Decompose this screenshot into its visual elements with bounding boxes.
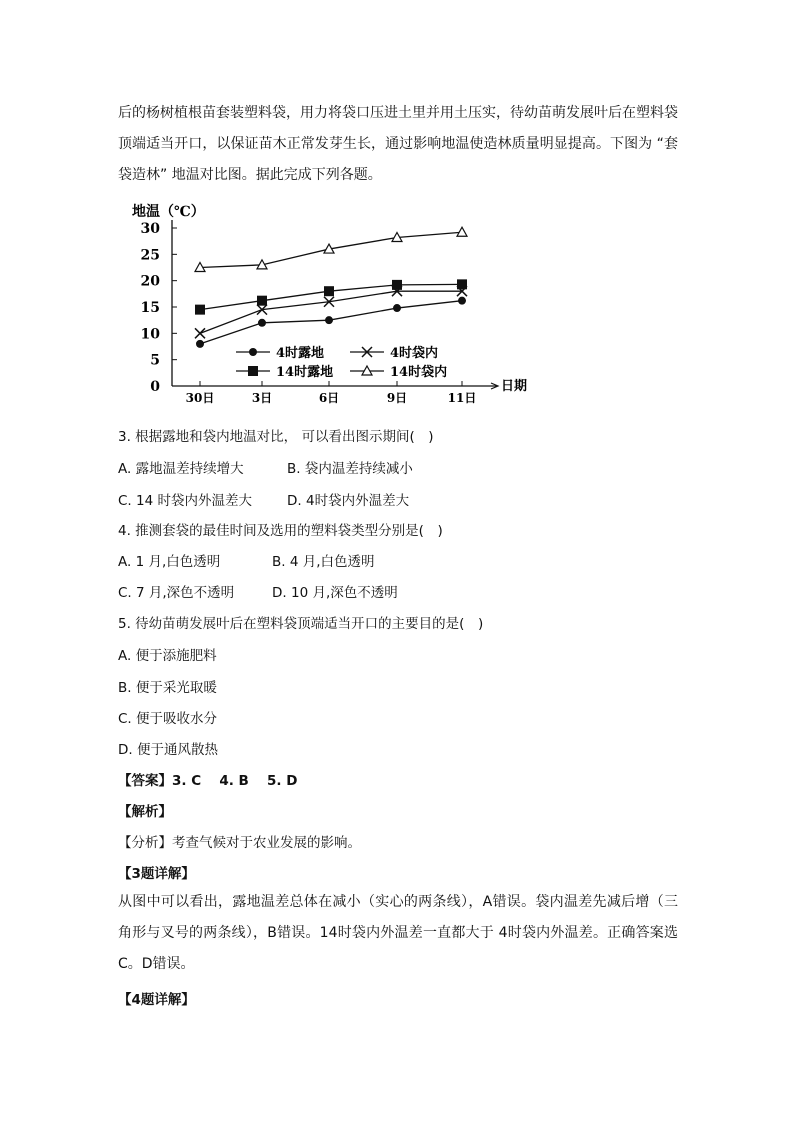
q3-detail-header: 【3题详解】 bbox=[118, 866, 195, 882]
y-tick-label: 5 bbox=[150, 352, 160, 369]
analysis-intro: 【分析】考查气候对于农业发展的影响。 bbox=[118, 835, 361, 851]
ground-temperature-chart bbox=[122, 196, 542, 408]
y-tick-label: 20 bbox=[140, 273, 160, 290]
legend-label: 14时露地 bbox=[276, 365, 334, 380]
q4-detail-header: 【4题详解】 bbox=[118, 992, 195, 1008]
question-3-stem: 3. 根据露地和袋内地温对比， 可以看出图示期间( ) bbox=[118, 429, 434, 445]
data-point-circle bbox=[258, 319, 266, 327]
legend-item bbox=[350, 345, 438, 361]
x-axis-label: 日期 bbox=[501, 379, 528, 394]
series-4 bbox=[195, 227, 467, 271]
question-5-option-b: B. 便于采光取暖 bbox=[118, 680, 217, 696]
data-point-circle bbox=[249, 348, 257, 356]
question-4-stem: 4. 推测套袋的最佳时间及选用的塑料袋类型分别是( ) bbox=[118, 523, 443, 539]
question-5-stem: 5. 待幼苗萌发展叶后在塑料袋顶端适当开口的主要目的是( ) bbox=[118, 616, 484, 632]
data-point-square bbox=[324, 286, 334, 296]
question-5-option-d: D. 便于通风散热 bbox=[118, 742, 218, 758]
data-point-circle bbox=[325, 316, 333, 324]
data-point-square bbox=[457, 279, 467, 289]
legend-label: 4时露地 bbox=[276, 346, 325, 361]
y-tick-label: 25 bbox=[140, 247, 160, 264]
series-3 bbox=[195, 279, 467, 314]
intro-paragraph: 后的杨树植根苗套装塑料袋，用力将袋口压进土里并用土压实，待幼苗萌发展叶后在塑料袋顶端适当开口，以保证苗木正常发芽生长，通过影响地温使造林质量明显提高。下图为 “套袋造林” 地温对比图。据此完成下列各题。 bbox=[118, 105, 678, 183]
x-tick-label: 30日 bbox=[185, 391, 215, 405]
question-4-option-b: B. 4 月,白色透明 bbox=[272, 554, 375, 570]
q3-detail-text: 从图中可以看出，露地温差总体在减小（实心的两条线），A错误。袋内温差先减后增（三角形与叉号的两条线），B错误。14时袋内外温差一直都大于 4时袋内外温差。正确答案选C。D错误。 bbox=[118, 894, 678, 972]
question-3-option-d: D. 4时袋内外温差大 bbox=[287, 493, 410, 509]
x-tick-label: 9日 bbox=[386, 391, 408, 405]
question-3-option-a: A. 露地温差持续增大 bbox=[118, 461, 244, 477]
y-tick-label: 10 bbox=[140, 326, 160, 343]
question-5-option-c: C. 便于吸收水分 bbox=[118, 711, 218, 727]
data-point-square bbox=[195, 305, 205, 315]
data-point-circle bbox=[458, 297, 466, 305]
data-point-square bbox=[248, 366, 258, 376]
question-3-option-c: C. 14 时袋内外温差大 bbox=[118, 493, 252, 509]
data-point-circle bbox=[393, 304, 401, 312]
x-tick-label: 11日 bbox=[447, 391, 477, 405]
x-tick-label: 3日 bbox=[251, 391, 273, 405]
analysis-header: 【解析】 bbox=[118, 804, 172, 820]
question-5-option-a: A. 便于添施肥料 bbox=[118, 648, 217, 664]
y-tick-label: 30 bbox=[140, 221, 160, 237]
series-line bbox=[200, 291, 462, 333]
y-tick-label: 0 bbox=[150, 379, 160, 395]
question-4-option-d: D. 10 月,深色不透明 bbox=[272, 585, 398, 601]
question-4-option-a: A. 1 月,白色透明 bbox=[118, 554, 221, 570]
y-tick-label: 15 bbox=[140, 300, 160, 316]
legend-item bbox=[236, 345, 324, 361]
data-point-circle bbox=[196, 340, 204, 348]
answer-line: 【答案】3. C 4. B 5. D bbox=[118, 773, 298, 789]
question-3-option-b: B. 袋内温差持续减小 bbox=[287, 461, 413, 477]
data-point-cross bbox=[195, 328, 205, 338]
legend-item bbox=[350, 364, 447, 380]
question-4-option-c: C. 7 月,深色不透明 bbox=[118, 585, 235, 601]
legend-item bbox=[236, 364, 333, 380]
data-point-square bbox=[257, 296, 267, 306]
y-axis-label: 地温（℃） bbox=[132, 204, 205, 220]
legend-label: 4时袋内 bbox=[390, 346, 439, 361]
data-point-triangle bbox=[457, 227, 467, 236]
x-tick-label: 6日 bbox=[318, 391, 340, 405]
legend-label: 14时袋内 bbox=[390, 365, 448, 380]
data-point-square bbox=[392, 280, 402, 290]
